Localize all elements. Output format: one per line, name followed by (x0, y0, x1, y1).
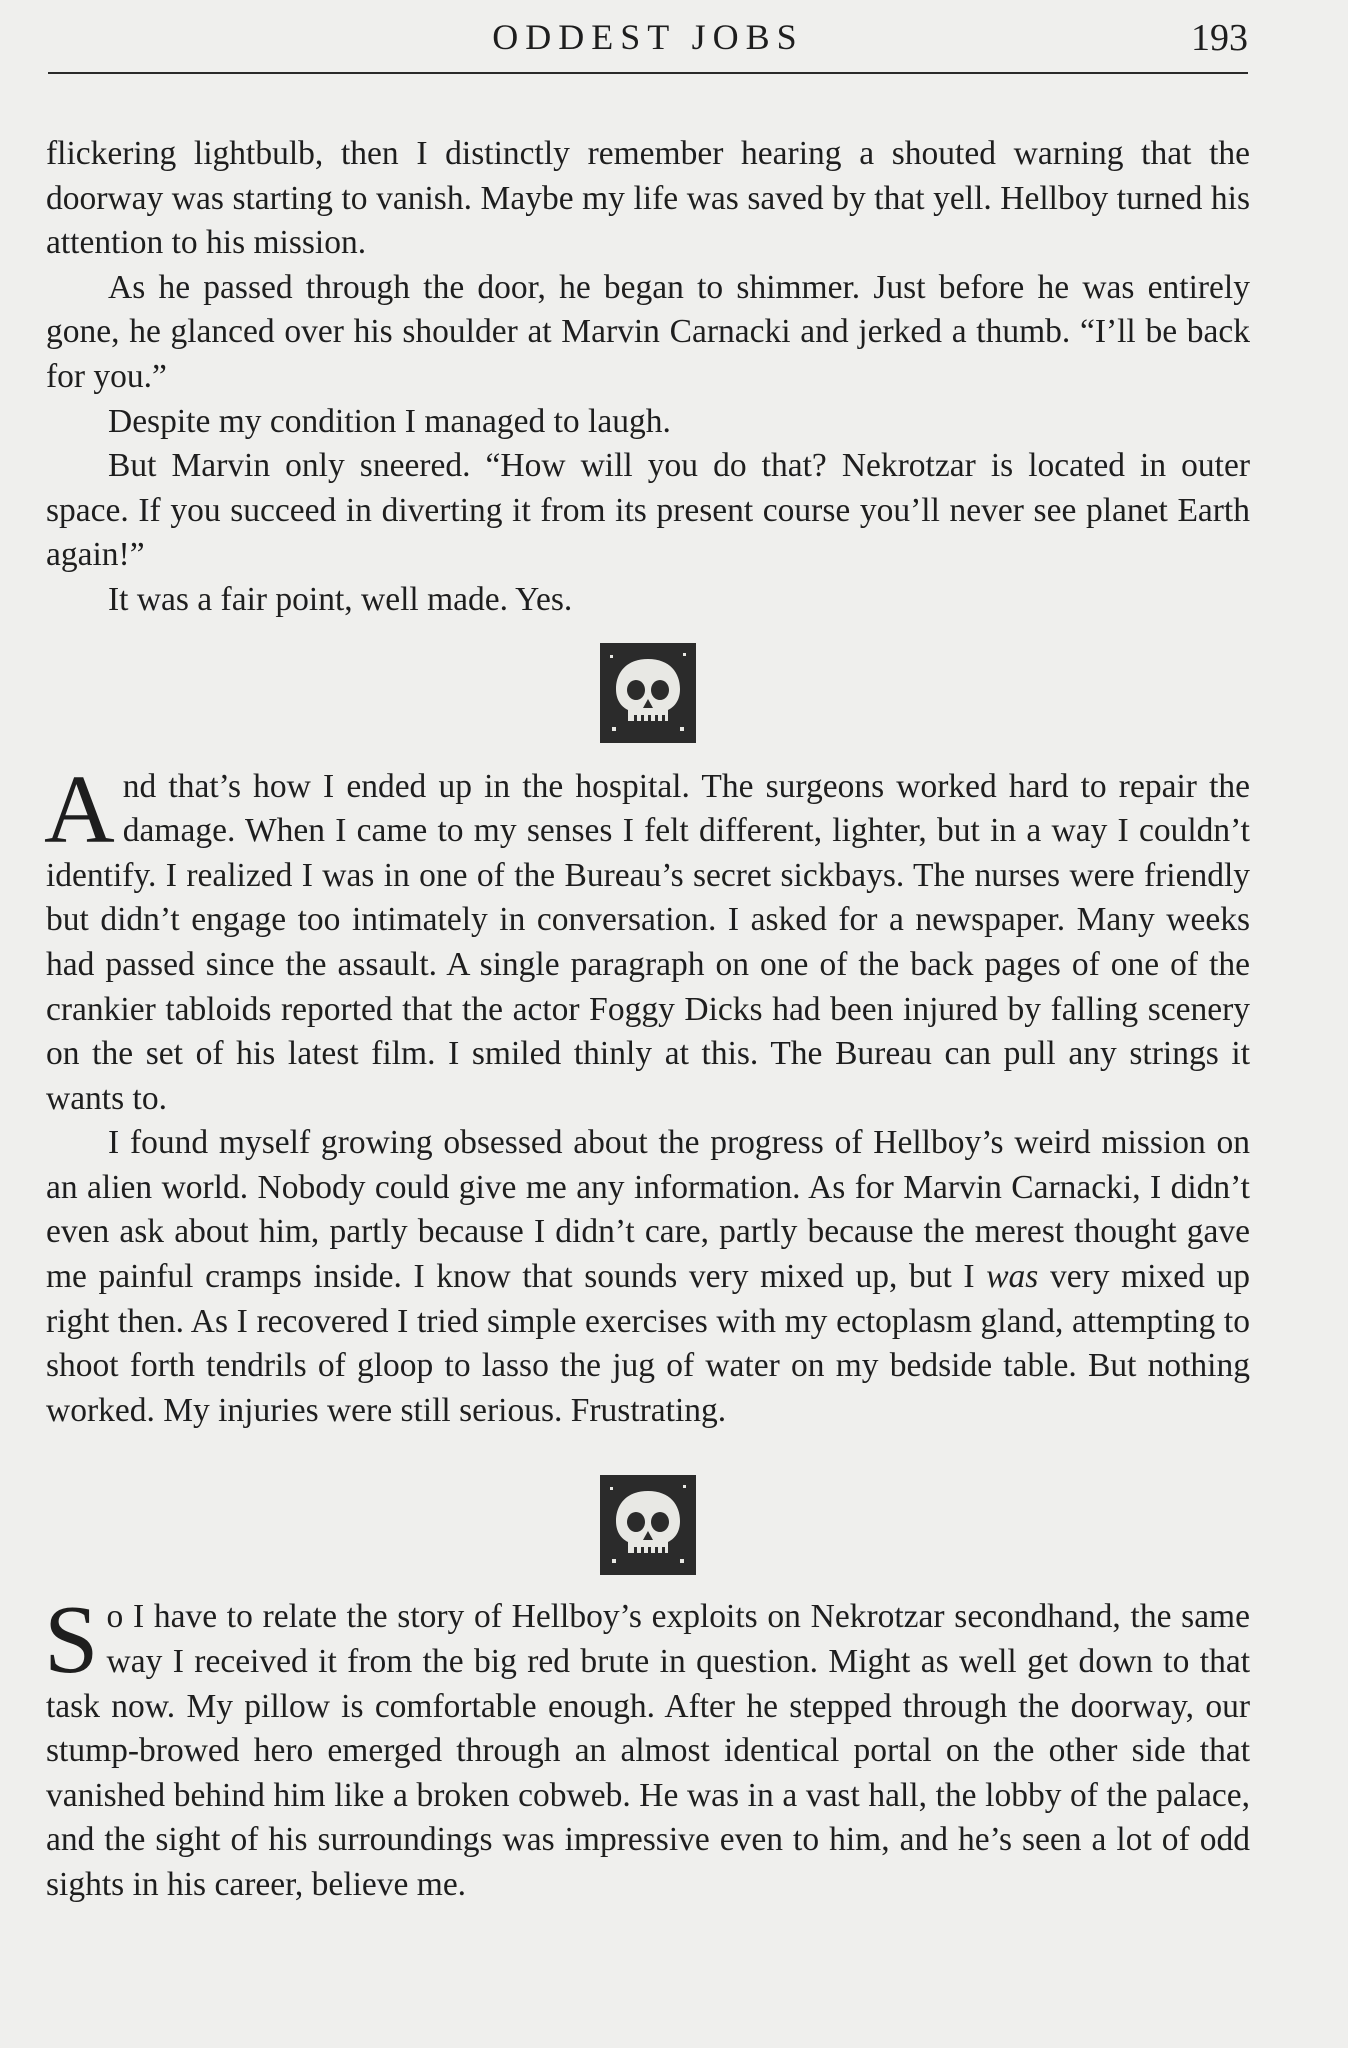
paragraph (44, 755, 1250, 1122)
body-text (46, 132, 1250, 1908)
paragraph: But Marvin only sneered. “How will you do that? Nekrotzar is located in outer space. If you succeed in diverting it from its present course you’ll never see planet Earth again!” (46, 447, 1250, 574)
drop-cap: A (44, 755, 115, 864)
section-break (46, 643, 1250, 743)
paragraph-text: I found myself growing obsessed about the progress of Hellboy’s weird mission on an alien world. Nobody could give me any information. As for Marvin Carnacki, I didn’t even ask about him, partly because I didn’t care, partly because the merest thought gave me painful cramps inside. I know that sounds very mixed up, but I (46, 1124, 1250, 1296)
paragraph: flickering lightbulb, then I distinctly remember hearing a shouted warning that the doorway was starting to vanish. Maybe my life was saved by that yell. Hellboy turned his attention to his mission. (46, 135, 1250, 262)
emphasis: was (986, 1258, 1039, 1296)
running-header (48, 10, 1248, 74)
paragraph: It was a fair point, well made. Yes. (108, 580, 573, 618)
paragraph: Despite my condition I managed to laugh. (108, 402, 671, 440)
paragraph-text: o I have to relate the story of Hellboy’s exploits on Nekrotzar secondhand, the same way I received it from the big red brute in question. Might as well get down to that task now. My pillow is comfortable enough. After he stepped through the doorway, our stump-browed hero emerged through an almost identical portal on the other side that vanished behind him like a broken cobweb. He was in a vast hall, the lobby of the palace, and the sight of his surroundings was impressive even to him, and he’s seen a lot of odd sights in his career, believe me. (46, 1598, 1250, 1903)
paragraph (46, 1121, 1250, 1433)
section-break (46, 1475, 1250, 1575)
paragraph: As he passed through the door, he began to shimmer. Just before he was entirely gone, he glanced over his shoulder at Marvin Carnacki and jerked a thumb. “I’ll be back for you.” (46, 268, 1250, 395)
paragraph-text: nd that’s how I ended up in the hospital. The surgeons worked hard to repair the damage. When I came to my senses I felt different, lighter, but in a way I couldn’t identify. I realized I was in one of the Bureau’s secret sickbays. The nurses were friendly but didn’t engage too intimately in conversation. I asked for a newspaper. Many weeks had passed since the assault. A single paragraph on one of the back pages of one of the crankier tabloids reported that the actor Foggy Dicks had been injured by falling scenery on the set of his latest film. I smiled thinly at this. The Bureau can pull any strings it wants to. (46, 767, 1250, 1117)
paragraph (44, 1586, 1250, 1907)
page-number: 193 (1191, 17, 1248, 59)
skull-icon (600, 1475, 696, 1575)
paragraph-text: very mixed up right then. As I recovered I tried simple exercises with my ectoplasm gland, attempting to shoot forth tendrils of gloop to lasso the jug of water on my bedside table. But nothing worked. My injuries were still serious. Frustrating. (46, 1258, 1251, 1429)
skull-icon (600, 643, 696, 743)
running-title: ODDEST JOBS (492, 17, 804, 57)
drop-cap: S (44, 1586, 99, 1695)
